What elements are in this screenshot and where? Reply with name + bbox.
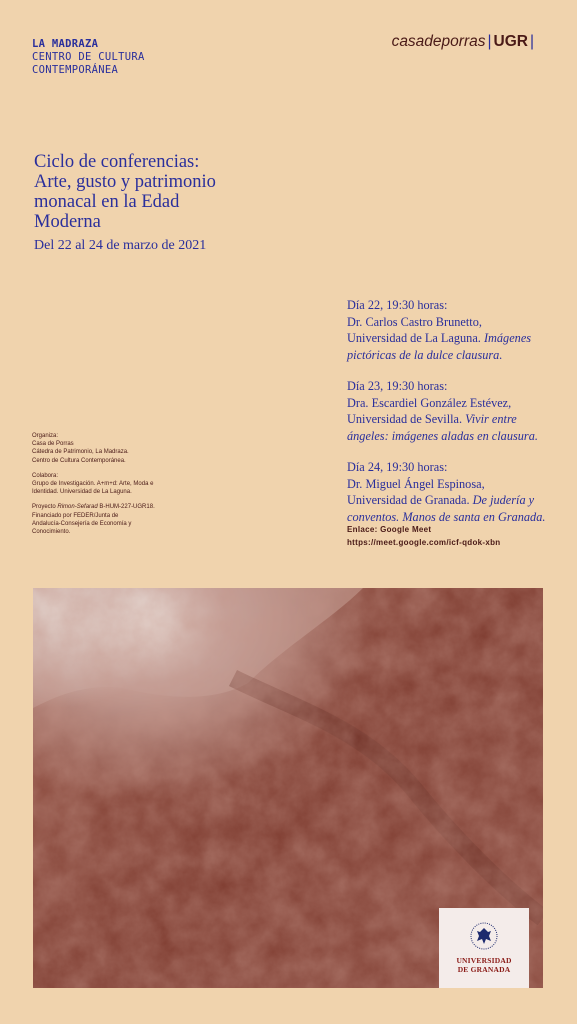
talk-title: Vivir entre ángeles: imágenes aladas en clausura. <box>347 412 538 443</box>
schedule-day-2 <box>347 378 557 444</box>
proyecto-name: Rimon-Sefarad <box>57 504 98 511</box>
talk-info <box>347 492 557 525</box>
schedule-day-1 <box>347 297 557 363</box>
credit-line: Conocimiento. <box>32 529 71 536</box>
credit-line <box>32 503 182 511</box>
day-time: Día 22, 19:30 horas: <box>347 298 448 312</box>
la-madraza-logo <box>32 38 145 77</box>
casadeporras-logo: casadeporras <box>391 33 486 50</box>
schedule-day-3 <box>347 459 557 525</box>
proyecto-code: B-HUM-227-UGR18. <box>99 504 155 511</box>
credit-line: Casa de Porras <box>32 441 74 448</box>
ugr-name-line-2: DE GRANADA <box>457 965 511 974</box>
talk-title: De judería y conventos. Manos de santa en Granada. <box>347 493 546 524</box>
affiliation: Universidad de La Laguna. <box>347 331 481 345</box>
madraza-line-1: LA MADRAZA <box>32 38 99 50</box>
title-line-3: monacal en la Edad <box>34 192 180 212</box>
credits-organiza <box>32 432 182 465</box>
logo-separator-end: | <box>529 33 534 50</box>
partner-logos <box>392 33 536 51</box>
credits-colabora <box>32 472 182 497</box>
speaker: Dr. Miguel Ángel Espinosa, <box>347 476 485 491</box>
speaker: Dra. Escardiel González Estévez, <box>347 395 512 410</box>
madraza-line-3: CONTEMPORÁNEA <box>32 64 119 76</box>
credit-line: Organiza: <box>32 433 59 439</box>
event-dates: Del 22 al 24 de marzo de 2021 <box>34 238 207 253</box>
talk-info <box>347 330 557 363</box>
day-time: Día 23, 19:30 horas: <box>347 379 448 393</box>
ugr-seal-icon <box>469 921 499 951</box>
title-line-2: Arte, gusto y patrimonio <box>34 172 216 192</box>
universidad-de-granada-logo <box>439 908 529 988</box>
talk-info <box>347 411 557 444</box>
credit-line: Grupo de Investigación. A+m+d: Arte, Moda e <box>32 481 154 488</box>
title-line-4: Moderna <box>34 212 101 232</box>
credit-line: Andalucía-Consejería de Economía y <box>32 520 132 527</box>
meet-link-block <box>347 523 500 549</box>
affiliation: Universidad de Sevilla. <box>347 412 463 426</box>
madraza-line-2: CENTRO DE CULTURA <box>32 51 145 63</box>
day-time: Día 24, 19:30 horas: <box>347 460 448 474</box>
title-line-1: Ciclo de conferencias: <box>34 152 200 172</box>
credit-line: Centro de Cultura Contemporánea. <box>32 457 126 464</box>
ugr-name-line-1: UNIVERSIDAD <box>456 956 512 965</box>
speaker: Dr. Carlos Castro Brunetto, <box>347 314 482 329</box>
talk-title: Imágenes pictóricas de la dulce clausura. <box>347 331 532 362</box>
ugr-logo-text: UGR <box>493 33 528 50</box>
event-title-block <box>34 152 274 254</box>
meet-link-label: Enlace: Google Meet <box>347 525 432 534</box>
credit-line: Colabora: <box>32 472 59 479</box>
meet-link-url[interactable]: https://meet.google.com/icf-qdok-xbn <box>347 538 501 547</box>
affiliation: Universidad de Granada. <box>347 493 470 507</box>
schedule <box>347 297 557 540</box>
credits-block <box>32 432 182 543</box>
credit-line: Identidad. Universidad de La Laguna. <box>32 489 132 496</box>
credit-line: Financiado por FEDER/Junta de <box>32 512 119 519</box>
credits-proyecto <box>32 503 182 536</box>
credit-line: Cátedra de Patrimonio, La Madraza. <box>32 449 129 456</box>
logo-separator: | <box>487 33 492 50</box>
proyecto-prefix: Proyecto <box>32 504 56 511</box>
